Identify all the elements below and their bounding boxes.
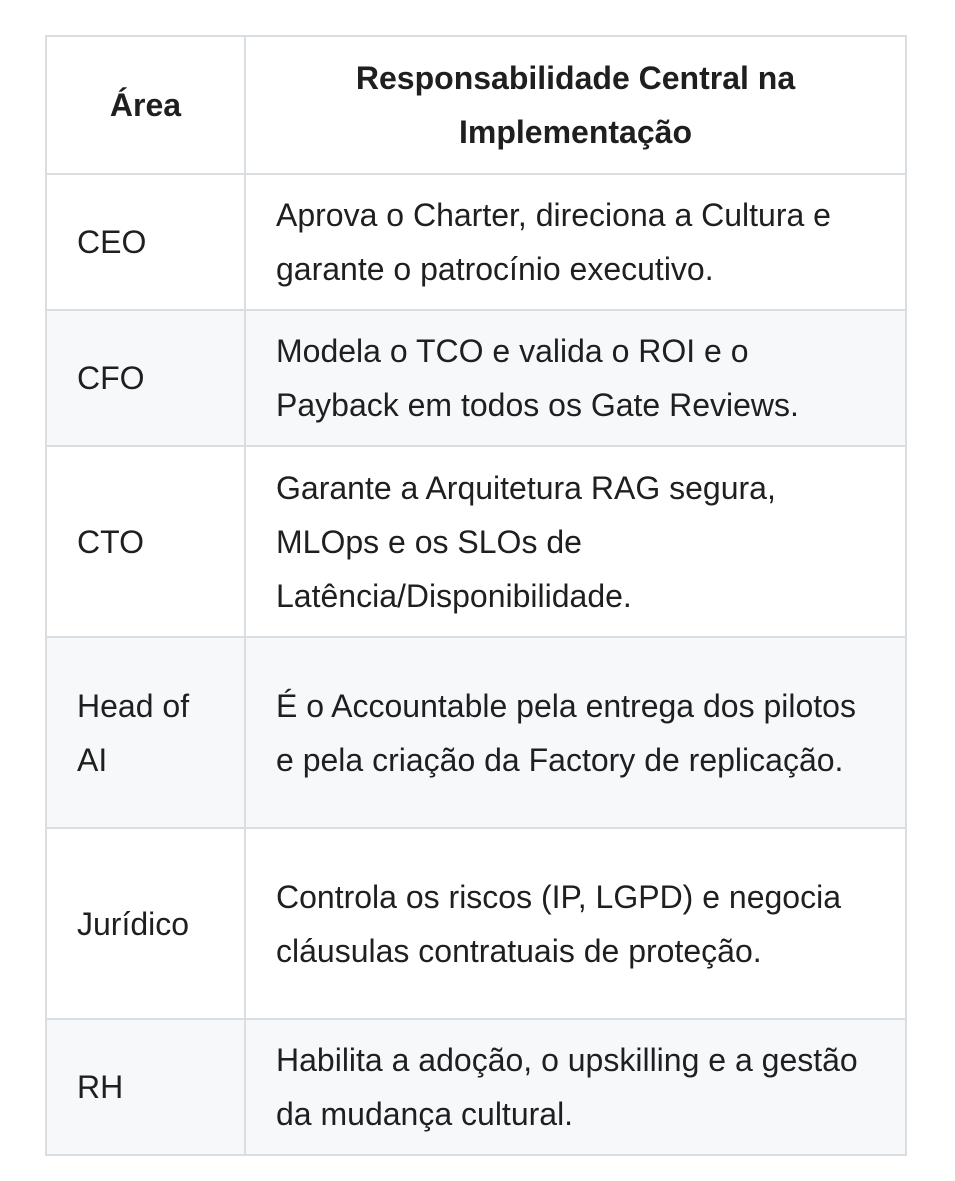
table-row-cto [46,446,906,637]
cell-area: CTO [46,446,245,637]
table-row-rh [46,1019,906,1155]
cell-area: RH [46,1019,245,1155]
cell-responsabilidade: Garante a Arquitetura RAG segura, MLOps e os SLOs de Latência/Disponibilidade. [245,446,906,637]
responsibility-table [45,35,907,1156]
cell-responsabilidade: Habilita a adoção, o upskilling e a gestão da mudança cultural. [245,1019,906,1155]
table-row-ceo [46,174,906,310]
responsibility-table-container [45,35,905,1156]
table-row-juridico [46,828,906,1019]
cell-area: Head of AI [46,637,245,828]
cell-area: Jurídico [46,828,245,1019]
cell-responsabilidade: Aprova o Charter, direciona a Cultura e garante o patrocínio executivo. [245,174,906,310]
table-row-head-of-ai [46,637,906,828]
cell-responsabilidade: Modela o TCO e valida o ROI e o Payback em todos os Gate Reviews. [245,310,906,446]
cell-area: CEO [46,174,245,310]
table-row-cfo [46,310,906,446]
cell-responsabilidade: É o Accountable pela entrega dos pilotos e pela criação da Factory de replicação. [245,637,906,828]
cell-responsabilidade: Controla os riscos (IP, LGPD) e negocia cláusulas contratuais de proteção. [245,828,906,1019]
header-responsabilidade: Responsabilidade Central na Implementação [245,36,906,174]
table-header-row [46,36,906,174]
header-area: Área [46,36,245,174]
cell-area: CFO [46,310,245,446]
